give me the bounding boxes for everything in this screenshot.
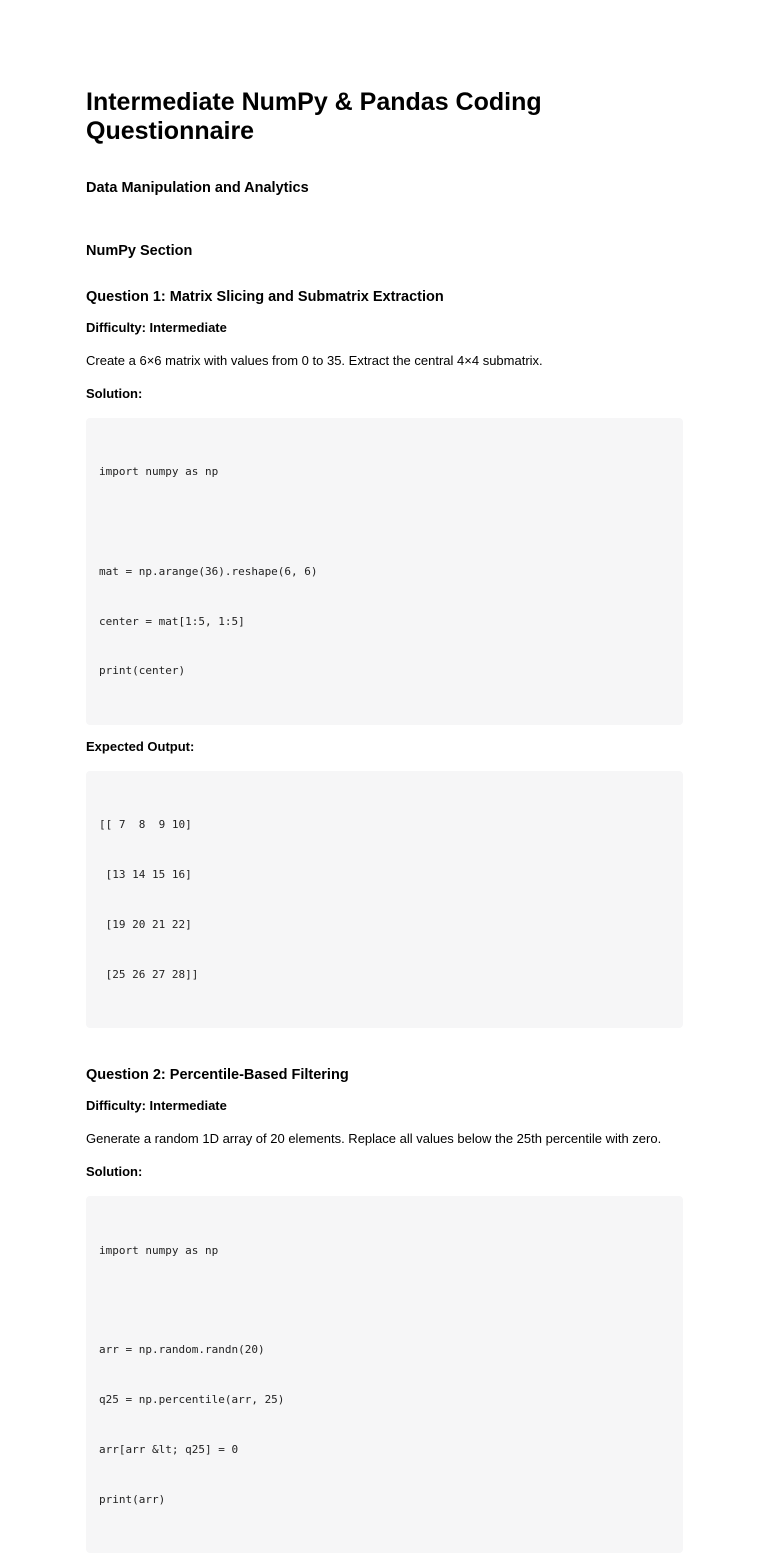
code-line: mat = np.arange(36).reshape(6, 6) (99, 564, 318, 578)
page-title: Intermediate NumPy & Pandas Coding Questionnaire (86, 88, 542, 145)
code-line: arr[arr &lt; q25] = 0 (99, 1442, 239, 1456)
output-line: [[ 7 8 9 10] (99, 818, 192, 832)
section-heading-numpy: NumPy Section (86, 243, 193, 259)
code-line: print(center) (99, 664, 186, 678)
code-line (99, 1292, 670, 1309)
output-line: [25 26 27 28]] (99, 967, 199, 981)
code-line: import numpy as np (99, 1243, 219, 1257)
question-1-heading: Question 1: Matrix Slicing and Submatrix Extraction (86, 289, 444, 305)
output-line: [19 20 21 22] (99, 917, 192, 931)
code-line (99, 514, 670, 531)
code-line: arr = np.random.randn(20) (99, 1343, 265, 1357)
question-1-output-label: Expected Output: (86, 739, 195, 755)
question-2-difficulty: Difficulty: Intermediate (86, 1098, 227, 1114)
question-2-code-block (86, 1196, 683, 1553)
code-line: print(arr) (99, 1492, 166, 1506)
document-content (86, 88, 683, 1553)
question-1-solution-label: Solution: (86, 386, 143, 401)
question-1-code-block (86, 418, 683, 725)
code-line: q25 = np.percentile(arr, 25) (99, 1392, 285, 1406)
question-2-solution-label: Solution: (86, 1164, 143, 1180)
question-1-output-block (86, 771, 683, 1028)
code-line: center = mat[1:5, 1:5] (99, 614, 245, 628)
question-2-heading: Question 2: Percentile-Based Filtering (86, 1067, 349, 1084)
question-1-difficulty: Difficulty: Intermediate (86, 320, 227, 335)
question-1-description: Create a 6×6 matrix with values from 0 to 35. Extract the central 4×4 submatrix. (86, 353, 543, 368)
code-line: import numpy as np (99, 465, 219, 479)
question-2-description: Generate a random 1D array of 20 elements. Replace all values below the 25th percentile with zero. (86, 1131, 662, 1147)
page-subtitle: Data Manipulation and Analytics (86, 180, 309, 196)
output-line: [13 14 15 16] (99, 868, 192, 882)
